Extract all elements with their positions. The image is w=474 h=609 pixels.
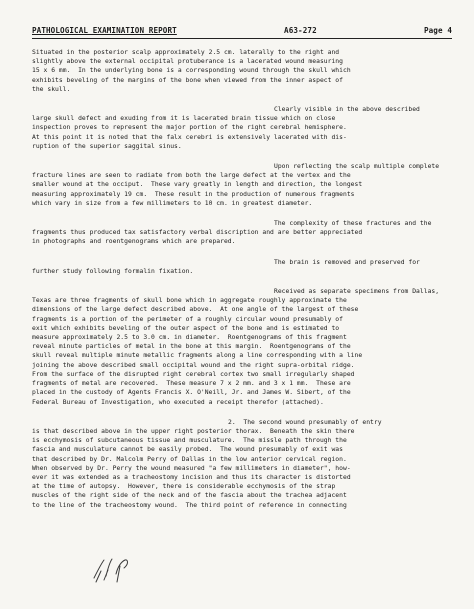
text-line: Situated in the posterior scalp approximately 2.5 cm. laterally to the right and bbox=[32, 49, 340, 56]
report-header bbox=[32, 26, 452, 35]
text-line: the skull. bbox=[32, 85, 71, 93]
text-line: The complexity of these fractures and the bbox=[274, 220, 432, 228]
text-line: at the time of autopsy. However, there is considerable ecchymosis of the strap bbox=[32, 483, 336, 491]
text-line: in photographs and roentgenograms which are prepared. bbox=[32, 238, 236, 246]
text-line: Texas are three fragments of skull bone which in aggregate roughly approximate the bbox=[32, 297, 347, 305]
text-line: Received as separate specimens from Dallas, bbox=[274, 288, 440, 296]
case-number: A63-272 bbox=[284, 26, 317, 35]
text-line: joining the above described small occipital wound and the right supra-orbital ridge. bbox=[32, 361, 355, 369]
text-line: ever it was extended as a tracheostomy incision and thus its character is distorted bbox=[32, 473, 351, 481]
text-line: measure approximately 2.5 to 3.0 cm. in diameter. Roentgenograms of this fragment bbox=[32, 334, 347, 342]
text-line: skull reveal multiple minute metallic fragments along a line corresponding with a line bbox=[32, 352, 363, 360]
text-line: inspection proves to represent the major portion of the right cerebral hemisphere. bbox=[32, 124, 347, 132]
handwritten-initials bbox=[92, 556, 132, 584]
text-line: fascia and musculature cannot be easily probed. The wound presumably of exit was bbox=[32, 446, 343, 454]
paragraph bbox=[32, 48, 452, 94]
text-line: measuring approximately 19 cm. These result in the production of numerous fragments bbox=[32, 190, 355, 198]
text-line: The brain is removed and preserved for bbox=[274, 258, 420, 266]
text-line: to the line of the tracheostomy wound. The third point of reference in connecting bbox=[32, 501, 347, 509]
text-line: Federal Bureau of Investigation, who executed a receipt therefor (attached). bbox=[32, 398, 324, 406]
paragraph bbox=[32, 162, 452, 208]
text-line: exhibits beveling of the margins of the bone when viewed from the inner aspect of bbox=[32, 76, 343, 84]
text-line: muscles of the right side of the neck and of the fascia about the trachea adjacent bbox=[32, 492, 347, 500]
header-rule bbox=[32, 38, 452, 39]
text-line: exit which exhibits beveling of the outer aspect of the bone and is estimated to bbox=[32, 324, 340, 332]
text-line: fragments of metal are recovered. These measure 7 x 2 mm. and 3 x 1 mm. These are bbox=[32, 380, 351, 388]
text-line: reveal minute particles of metal in the bone at this margin. Roentgenograms of the bbox=[32, 343, 351, 351]
text-line: When observed by Dr. Perry the wound measured "a few millimeters in diameter", how- bbox=[32, 464, 351, 472]
text-line: fragments thus produced tax satisfactory verbal discription and are better appreciated bbox=[32, 229, 363, 237]
text-line: slightly above the external occipital protuberance is a lacerated wound measuring bbox=[32, 58, 343, 66]
report-title: PATHOLOGICAL EXAMINATION REPORT bbox=[32, 26, 177, 35]
text-line: large skull defect and exuding from it is lacerated brain tissue which on close bbox=[32, 115, 336, 123]
text-line: From the surface of the disrupted right cerebral cortex two small irregularly shaped bbox=[32, 370, 355, 378]
text-line: placed in the custody of Agents Francis X. O'Neill, Jr. and James W. Sibert, of the bbox=[32, 389, 351, 397]
text-line: At this point it is noted that the falx cerebri is extensively lacerated with dis- bbox=[32, 133, 347, 141]
text-line: 2. The second wound presumably of entry bbox=[228, 418, 382, 426]
paragraph bbox=[32, 287, 452, 407]
text-line: Upon reflecting the scalp multiple complete bbox=[274, 163, 440, 171]
paragraph bbox=[32, 258, 452, 276]
text-line: fracture lines are seen to radiate from both the large defect at the vertex and the bbox=[32, 172, 351, 180]
text-line: Clearly visible in the above described bbox=[274, 106, 420, 114]
text-line: fragments is a portion of the perimeter of a roughly circular wound presumably of bbox=[32, 315, 343, 323]
paragraph bbox=[32, 219, 452, 247]
paragraph bbox=[32, 418, 452, 510]
text-line: 15 x 6 mm. In the underlying bone is a corresponding wound through the skull which bbox=[32, 67, 351, 75]
text-line: that described by Dr. Malcolm Perry of Dallas in the low anterior cervical region. bbox=[32, 455, 347, 463]
text-line: smaller wound at the occiput. These vary greatly in length and direction, the longest bbox=[32, 181, 363, 189]
text-line: ruption of the superior saggital sinus. bbox=[32, 142, 182, 150]
paragraph bbox=[32, 105, 452, 151]
text-line: is ecchymosis of subcutaneous tissue and musculature. The missle path through the bbox=[32, 437, 347, 445]
text-line: dimensions of the large defect described above. At one angle of the largest of these bbox=[32, 306, 359, 314]
report-body bbox=[32, 48, 452, 510]
page-number: Page 4 bbox=[423, 26, 452, 35]
text-line: is that described above in the upper right posterior thorax. Beneath the skin there bbox=[32, 427, 355, 435]
text-line: which vary in size from a few millimeters to 10 cm. in greatest diameter. bbox=[32, 199, 313, 207]
text-line: further study following formalin fixation. bbox=[32, 267, 194, 275]
